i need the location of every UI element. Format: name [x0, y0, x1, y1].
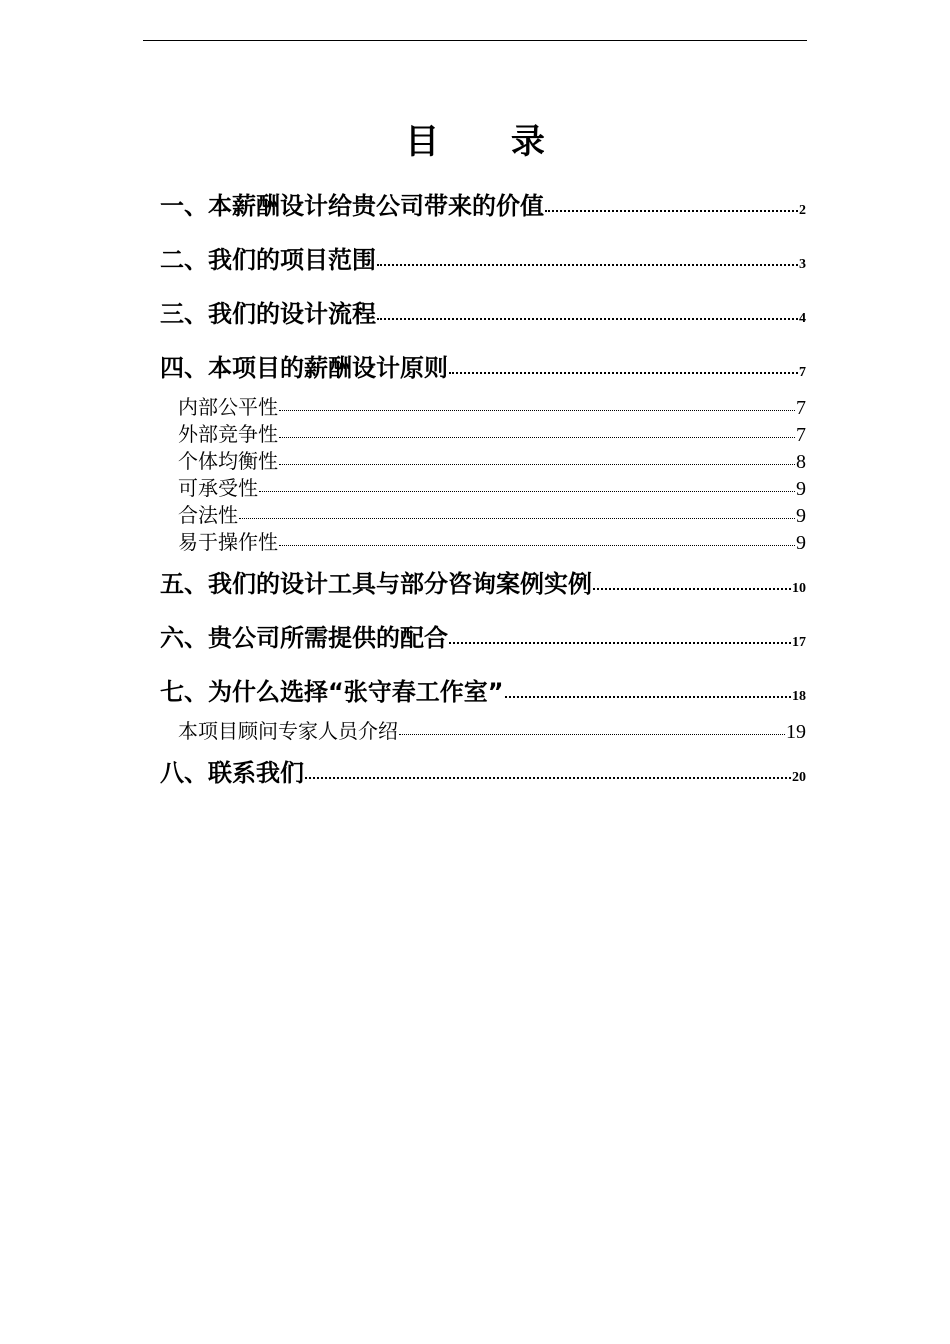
toc-list	[160, 0, 806, 800]
toc-subentry-page: 9	[796, 532, 806, 554]
toc-subentry-label: 本项目顾问专家人员介绍	[178, 719, 398, 743]
toc-entry[interactable]	[160, 564, 806, 599]
toc-subentry-label: 易于操作性	[178, 530, 278, 554]
toc-entry[interactable]	[160, 618, 806, 653]
toc-subentry[interactable]	[178, 715, 806, 744]
toc-entry[interactable]	[160, 240, 806, 275]
toc-entry-label: 四、本项目的薪酬设计原则	[160, 354, 448, 382]
dot-leader	[377, 318, 798, 320]
dot-leader	[399, 734, 785, 735]
toc-entry-page: 17	[792, 635, 806, 650]
dot-leader	[377, 264, 798, 266]
toc-subentry[interactable]	[178, 418, 806, 447]
dot-leader	[449, 372, 798, 374]
toc-subentry-page: 9	[796, 478, 806, 500]
toc-entry-page: 2	[799, 203, 806, 218]
toc-entry-label: 一、本薪酬设计给贵公司带来的价值	[160, 192, 544, 220]
dot-leader	[279, 437, 795, 438]
toc-entry-label: 五、我们的设计工具与部分咨询案例实例	[160, 570, 592, 598]
toc-subentry-page: 7	[796, 424, 806, 446]
toc-title: 目 录	[405, 122, 575, 162]
dot-leader	[259, 491, 795, 492]
dot-leader	[505, 696, 791, 698]
toc-subentry[interactable]	[178, 526, 806, 555]
toc-subentry-page: 19	[786, 721, 806, 743]
toc-subentry[interactable]	[178, 499, 806, 528]
dot-leader	[449, 642, 791, 644]
toc-entry[interactable]	[160, 753, 806, 788]
toc-entry[interactable]	[160, 672, 806, 707]
toc-entry-page: 3	[799, 257, 806, 272]
toc-subentry[interactable]	[178, 472, 806, 501]
dot-leader	[239, 518, 795, 519]
toc-entry-page: 7	[799, 365, 806, 380]
toc-entry[interactable]	[160, 294, 806, 329]
toc-entry-page: 20	[792, 770, 806, 785]
dot-leader	[279, 545, 795, 546]
toc-subentry-label: 外部竞争性	[178, 422, 278, 446]
toc-entry-label: 二、我们的项目范围	[160, 246, 376, 274]
toc-subentry-label: 内部公平性	[178, 395, 278, 419]
toc-entry[interactable]	[160, 186, 806, 221]
toc-subentry-page: 9	[796, 505, 806, 527]
toc-subentry[interactable]	[178, 391, 806, 420]
dot-leader	[279, 464, 795, 465]
toc-entry-page: 4	[799, 311, 806, 326]
toc-entry-label: 八、联系我们	[160, 759, 304, 787]
dot-leader	[279, 410, 795, 411]
toc-subentry-page: 7	[796, 397, 806, 419]
toc-subentry-page: 8	[796, 451, 806, 473]
dot-leader	[305, 777, 791, 779]
dot-leader	[593, 588, 791, 590]
toc-entry-label: 七、为什么选择“张守春工作室”	[160, 678, 504, 706]
toc-subentry-label: 合法性	[178, 503, 238, 527]
dot-leader	[545, 210, 798, 212]
toc-entry-label: 六、贵公司所需提供的配合	[160, 624, 448, 652]
toc-entry-page: 10	[792, 581, 806, 596]
toc-entry[interactable]	[160, 348, 806, 383]
toc-entry-page: 18	[792, 689, 806, 704]
toc-entry-label: 三、我们的设计流程	[160, 300, 376, 328]
toc-subentry-label: 个体均衡性	[178, 449, 278, 473]
toc-subentry[interactable]	[178, 445, 806, 474]
toc-subentry-label: 可承受性	[178, 476, 258, 500]
